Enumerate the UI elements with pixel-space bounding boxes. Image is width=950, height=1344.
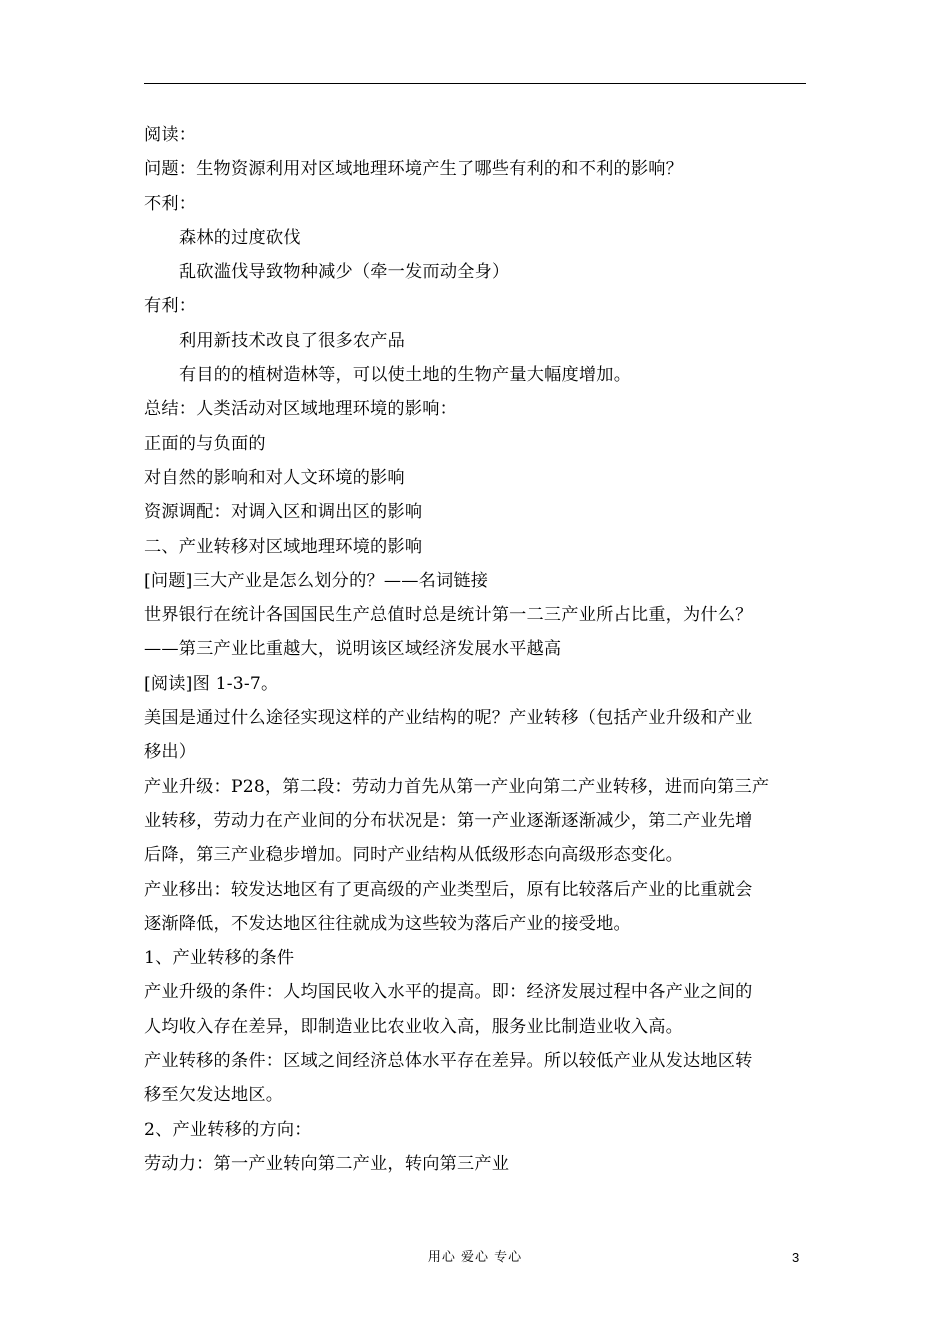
text-line-species-loss: 乱砍滥伐导致物种减少（牵一发而动全身）	[179, 262, 510, 283]
text-line-deforestation: 森林的过度砍伐	[179, 227, 301, 248]
text-line-nature-culture: 对自然的影响和对人文环境的影响	[144, 467, 405, 488]
text-line-three-industries-question: [问题]三大产业是怎么划分的？——名词链接	[144, 570, 489, 591]
text-line-positive-negative: 正面的与负面的	[144, 433, 266, 454]
text-line-summary: 总结：人类活动对区域地理环境的影响：	[144, 399, 457, 420]
text-line-disadvantage-label: 不利：	[144, 193, 197, 214]
text-line-world-bank: 世界银行在统计各国国民生产总值时总是统计第一二三产业所占比重，为什么？	[144, 605, 753, 626]
text-line-crop-improvement: 利用新技术改良了很多农产品	[179, 330, 406, 351]
document-body	[144, 118, 806, 1181]
text-line-resource-allocation: 资源调配：对调入区和调出区的影响	[144, 502, 423, 523]
section-heading-conditions: 1、产业转移的条件	[144, 948, 295, 969]
text-line-read-label: 阅读：	[144, 125, 197, 145]
text-line-labor-direction: 劳动力：第一产业转向第二产业，转向第三产业	[144, 1153, 510, 1174]
text-line-relocation-1: 产业移出：较发达地区有了更高级的产业类型后，原有比较落后产业的比重就会	[144, 879, 753, 900]
text-line-relocation-2: 逐渐降低，不发达地区往往就成为这些较为落后产业的接受地。	[144, 913, 631, 934]
header-rule	[144, 83, 806, 84]
text-line-tertiary-share: ——第三产业比重越大，说明该区域经济发展水平越高	[144, 639, 562, 660]
text-line-question: 问题：生物资源利用对区域地理环境产生了哪些有利的和不利的影响？	[144, 159, 684, 180]
text-line-afforestation: 有目的的植树造林等，可以使土地的生物产量大幅度增加。	[179, 365, 632, 386]
text-line-upgrade-3: 后降，第三产业稳步增加。同时产业结构从低级形态向高级形态变化。	[144, 845, 684, 866]
text-line-transfer-condition-2: 移至欠发达地区。	[144, 1085, 284, 1106]
text-line-upgrade-condition-2: 人均收入存在差异，即制造业比农业收入高，服务业比制造业收入高。	[144, 1016, 684, 1037]
text-line-advantage-label: 有利：	[144, 296, 197, 317]
text-line-usa-question: 美国是通过什么途径实现这样的产业结构的呢？产业转移（包括产业升级和产业	[144, 708, 753, 729]
text-line-upgrade-condition-1: 产业升级的条件：人均国民收入水平的提高。即：经济发展过程中各产业之间的	[144, 982, 753, 1003]
text-line-read-figure: [阅读]图 1-3-7。	[144, 673, 279, 694]
section-heading-direction: 2、产业转移的方向：	[144, 1119, 312, 1140]
footer-motto: 用心 爱心 专心	[427, 1250, 523, 1265]
page-number: 3	[792, 1250, 800, 1265]
text-line-upgrade-1: 产业升级：P28，第二段：劳动力首先从第一产业向第二产业转移，进而向第三产	[144, 776, 770, 797]
text-line-upgrade-2: 业转移，劳动力在产业间的分布状况是：第一产业逐渐逐渐减少，第二产业先增	[144, 810, 753, 831]
text-line-usa-question-cont: 移出）	[144, 742, 197, 763]
text-line-transfer-condition-1: 产业转移的条件：区域之间经济总体水平存在差异。所以较低产业从发达地区转	[144, 1051, 753, 1072]
section-heading-industry-transfer: 二、产业转移对区域地理环境的影响	[144, 536, 423, 557]
